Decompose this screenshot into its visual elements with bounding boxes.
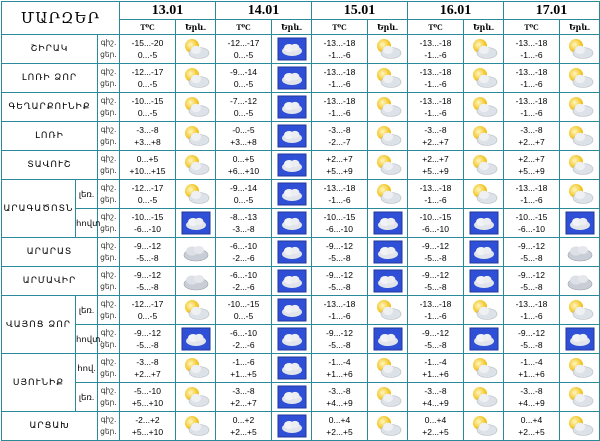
partly-sunny-icon <box>176 383 216 412</box>
partly-sunny-icon <box>368 383 408 412</box>
region-name: ԱՐՑԱԽ <box>2 412 98 441</box>
subregion-label: լեռ. <box>76 383 98 412</box>
partly-sunny-icon <box>176 122 216 151</box>
temperature-cell: -13...-18 -1...-6 <box>312 296 368 325</box>
partly-sunny-icon <box>464 296 504 325</box>
condition-col-header: Երև. <box>368 20 408 35</box>
temperature-cell: -3...-8 +4...+9 <box>504 383 560 412</box>
region-name: ԼՈՌԻ <box>2 122 98 151</box>
night-day-label: գիշ. ցեր. <box>98 354 120 383</box>
region-name: ՏԱՎՈՒՇ <box>2 151 98 180</box>
partly-sunny-icon <box>176 64 216 93</box>
cloud-icon <box>176 267 216 296</box>
date-header: 17.01 <box>504 2 600 20</box>
partly-sunny-icon <box>464 180 504 209</box>
cloud-on-blue-icon <box>272 122 312 151</box>
temperature-cell: -9...-12 -5...-8 <box>312 238 368 267</box>
night-day-label: գիշ. ցեր. <box>98 267 120 296</box>
condition-col-header: Երև. <box>560 20 600 35</box>
region-name: ԱՐԱՐԱՏ <box>2 238 98 267</box>
temperature-cell: -13...-18 -1...-6 <box>312 64 368 93</box>
partly-sunny-icon <box>464 93 504 122</box>
table-row <box>2 354 600 383</box>
temp-col-header: T⁰C <box>312 20 368 35</box>
temperature-cell: -10...-15 0...-5 <box>120 93 176 122</box>
temperature-cell: -1...-6 +1...+5 <box>216 354 272 383</box>
night-day-label: գիշ. ցեր. <box>98 64 120 93</box>
partly-sunny-icon <box>368 296 408 325</box>
partly-sunny-icon <box>368 64 408 93</box>
region-name: ՍՅՈՒՆԻՔ <box>2 354 76 412</box>
temperature-cell: -9...-12 -5...-8 <box>408 325 464 354</box>
cloud-on-blue-icon <box>272 296 312 325</box>
cloud-on-blue-icon <box>368 325 408 354</box>
night-day-label: գիշ. ցեր. <box>98 122 120 151</box>
table-row <box>2 383 600 412</box>
temperature-cell: -9...-12 -5...-8 <box>408 267 464 296</box>
cloud-icon <box>560 267 600 296</box>
temperature-cell: -13...-18 -1...-6 <box>408 93 464 122</box>
temperature-cell: -13...-18 -1...-6 <box>312 93 368 122</box>
temperature-cell: -13...-18 -1...-6 <box>312 180 368 209</box>
night-day-label: գիշ. ցեր. <box>98 180 120 209</box>
temperature-cell: -1...-4 +1...+6 <box>504 354 560 383</box>
temperature-cell: -10...-15 -6...-10 <box>312 209 368 238</box>
date-header: 16.01 <box>408 2 504 20</box>
table-row <box>2 267 600 296</box>
cloud-on-blue-icon <box>368 267 408 296</box>
temperature-cell: -0...-5 +3...+8 <box>216 122 272 151</box>
regions-header: ՄԱՐԶԵՐ <box>2 2 120 35</box>
temperature-cell: -9...-12 -5...-8 <box>504 267 560 296</box>
partly-sunny-icon <box>464 383 504 412</box>
night-day-label: գիշ. ցեր. <box>98 383 120 412</box>
cloud-on-blue-icon <box>464 209 504 238</box>
cloud-on-blue-icon <box>560 325 600 354</box>
partly-sunny-icon <box>176 296 216 325</box>
cloud-on-blue-icon <box>272 354 312 383</box>
night-day-label: գիշ. ցեր. <box>98 325 120 354</box>
temperature-cell: -9...-12 -5...-8 <box>120 267 176 296</box>
temperature-cell: -3...-8 +3...+8 <box>120 122 176 151</box>
temperature-cell: 0...+5 +10...+15 <box>120 151 176 180</box>
region-name: ԱՐՄԱՎԻՐ <box>2 267 98 296</box>
date-header: 13.01 <box>120 2 216 20</box>
partly-sunny-icon <box>368 35 408 64</box>
table-row <box>2 151 600 180</box>
table-row <box>2 238 600 267</box>
cloud-on-blue-icon <box>176 325 216 354</box>
table-row <box>2 64 600 93</box>
cloud-icon <box>560 238 600 267</box>
region-name: ԱՐԱԳԱԾՈՏՆ <box>2 180 76 238</box>
temp-col-header: T⁰C <box>504 20 560 35</box>
partly-sunny-icon <box>560 412 600 441</box>
cloud-on-blue-icon <box>368 238 408 267</box>
cloud-on-blue-icon <box>464 267 504 296</box>
cloud-icon <box>176 238 216 267</box>
subregion-label: լեռ. <box>76 296 98 325</box>
partly-sunny-icon <box>368 122 408 151</box>
temperature-cell: -9...-12 -5...-8 <box>120 238 176 267</box>
condition-col-header: Երև. <box>272 20 312 35</box>
cloud-on-blue-icon <box>272 412 312 441</box>
temperature-cell: 0...+2 +2...+5 <box>216 412 272 441</box>
temperature-cell: -1...-4 +1...+6 <box>312 354 368 383</box>
temperature-cell: -1...-4 +1...+6 <box>408 354 464 383</box>
temperature-cell: -2...+2 +5...+10 <box>120 412 176 441</box>
table-row <box>2 93 600 122</box>
cloud-on-blue-icon <box>272 93 312 122</box>
temperature-cell: -13...-18 -1...-6 <box>312 35 368 64</box>
temp-col-header: T⁰C <box>120 20 176 35</box>
temperature-cell: -6...-10 -2...-6 <box>216 325 272 354</box>
partly-sunny-icon <box>368 180 408 209</box>
subregion-label: հովտ. <box>76 325 98 354</box>
temperature-cell: -13...-18 -1...-6 <box>408 296 464 325</box>
cloud-on-blue-icon <box>368 209 408 238</box>
partly-sunny-icon <box>368 412 408 441</box>
partly-sunny-icon <box>176 412 216 441</box>
temperature-cell: 0...+4 +2...+5 <box>408 412 464 441</box>
partly-sunny-icon <box>560 354 600 383</box>
temperature-cell: -6...-10 -2...-6 <box>216 238 272 267</box>
forecast-table <box>1 1 600 441</box>
temperature-cell: -3...-8 +4...+9 <box>312 383 368 412</box>
cloud-on-blue-icon <box>272 325 312 354</box>
cloud-on-blue-icon <box>560 209 600 238</box>
temperature-cell: -9...-12 -5...-8 <box>312 267 368 296</box>
partly-sunny-icon <box>176 93 216 122</box>
subregion-label: հովտ <box>76 209 98 238</box>
temp-col-header: T⁰C <box>216 20 272 35</box>
table-row <box>2 325 600 354</box>
cloud-on-blue-icon <box>272 180 312 209</box>
cloud-on-blue-icon <box>272 151 312 180</box>
night-day-label: գիշ. ցեր. <box>98 238 120 267</box>
partly-sunny-icon <box>560 180 600 209</box>
temperature-cell: -12...-17 0...-5 <box>120 180 176 209</box>
region-name: ԼՈՌԻ ՁՈՐ <box>2 64 98 93</box>
partly-sunny-icon <box>560 383 600 412</box>
night-day-label: գիշ. ցեր. <box>98 412 120 441</box>
partly-sunny-icon <box>464 412 504 441</box>
temperature-cell: -8...-13 -3...-8 <box>216 209 272 238</box>
temperature-cell: -3...-8 +2...+7 <box>120 354 176 383</box>
partly-sunny-icon <box>176 35 216 64</box>
date-header: 15.01 <box>312 2 408 20</box>
night-day-label: գիշ. ցեր. <box>98 93 120 122</box>
temperature-cell: -13...-18 -1...-6 <box>408 180 464 209</box>
temperature-cell: -7...-12 0...-5 <box>216 93 272 122</box>
table-row <box>2 122 600 151</box>
partly-sunny-icon <box>368 151 408 180</box>
temperature-cell: -3...-8 -2...-7 <box>312 122 368 151</box>
temperature-cell: -10...-15 -6...-10 <box>504 209 560 238</box>
temperature-cell: -10...-15 0...-5 <box>216 296 272 325</box>
cloud-on-blue-icon <box>272 209 312 238</box>
temperature-cell: -15...-20 0...-5 <box>120 35 176 64</box>
subregion-label: լեռ. <box>76 180 98 209</box>
temperature-cell: -9...-12 -5...-8 <box>312 325 368 354</box>
temperature-cell: 0...+5 +6...+10 <box>216 151 272 180</box>
temperature-cell: -3...-8 +2...+7 <box>216 383 272 412</box>
temperature-cell: -6...-10 -2...-6 <box>216 267 272 296</box>
night-day-label: գիշ. ցեր. <box>98 35 120 64</box>
partly-sunny-icon <box>464 35 504 64</box>
temperature-cell: -3...-8 +2...+7 <box>408 122 464 151</box>
temperature-cell: -13...-18 -1...-6 <box>504 35 560 64</box>
partly-sunny-icon <box>560 122 600 151</box>
night-day-label: գիշ. ցեր. <box>98 151 120 180</box>
temperature-cell: -12...-17 0...-5 <box>216 35 272 64</box>
partly-sunny-icon <box>368 93 408 122</box>
temperature-cell: -13...-18 -1...-6 <box>408 35 464 64</box>
temperature-cell: -5...-10 +5...+10 <box>120 383 176 412</box>
partly-sunny-icon <box>560 35 600 64</box>
cloud-on-blue-icon <box>176 209 216 238</box>
table-row <box>2 35 600 64</box>
partly-sunny-icon <box>560 64 600 93</box>
table-row <box>2 296 600 325</box>
partly-sunny-icon <box>176 354 216 383</box>
cloud-on-blue-icon <box>272 35 312 64</box>
temperature-cell: -10...-15 -6...-10 <box>408 209 464 238</box>
temperature-cell: -13...-18 -1...-6 <box>504 296 560 325</box>
temperature-cell: +2...+7 +5...+9 <box>408 151 464 180</box>
temperature-cell: 0...+4 +2...+5 <box>312 412 368 441</box>
temperature-cell: -10...-15 -6...-10 <box>120 209 176 238</box>
temperature-cell: -3...-8 +4...+9 <box>408 383 464 412</box>
table-row <box>2 209 600 238</box>
partly-sunny-icon <box>560 151 600 180</box>
partly-sunny-icon <box>464 122 504 151</box>
partly-sunny-icon <box>368 354 408 383</box>
temperature-cell: -9...-12 -5...-8 <box>408 238 464 267</box>
temperature-cell: -12...-17 0...-5 <box>120 296 176 325</box>
temperature-cell: -3...-8 +2...+7 <box>504 122 560 151</box>
partly-sunny-icon <box>176 151 216 180</box>
night-day-label: գիշ. ցեր. <box>98 209 120 238</box>
partly-sunny-icon <box>464 64 504 93</box>
partly-sunny-icon <box>464 354 504 383</box>
temperature-cell: -9...-14 0...-5 <box>216 180 272 209</box>
temperature-cell: 0...+4 +2...+5 <box>504 412 560 441</box>
cloud-on-blue-icon <box>272 238 312 267</box>
night-day-label: գիշ. ցեր. <box>98 296 120 325</box>
partly-sunny-icon <box>464 151 504 180</box>
temperature-cell: +2...+7 +5...+9 <box>312 151 368 180</box>
temperature-cell: -9...-12 -5...-8 <box>120 325 176 354</box>
partly-sunny-icon <box>560 93 600 122</box>
cloud-on-blue-icon <box>464 325 504 354</box>
region-name: ՇԻՐԱԿ <box>2 35 98 64</box>
cloud-on-blue-icon <box>272 64 312 93</box>
cloud-on-blue-icon <box>272 383 312 412</box>
cloud-on-blue-icon <box>464 238 504 267</box>
date-header: 14.01 <box>216 2 312 20</box>
temperature-cell: -13...-18 -1...-6 <box>504 180 560 209</box>
condition-col-header: Երև. <box>464 20 504 35</box>
condition-col-header: Երև. <box>176 20 216 35</box>
temperature-cell: -9...-12 -5...-8 <box>504 325 560 354</box>
temperature-cell: -12...-17 0...-5 <box>120 64 176 93</box>
partly-sunny-icon <box>560 296 600 325</box>
temperature-cell: -9...-14 0...-5 <box>216 64 272 93</box>
region-name: ՎԱՅՈՑ ՁՈՐ <box>2 296 76 354</box>
table-row <box>2 412 600 441</box>
temperature-cell: -9...-12 -5...-8 <box>504 238 560 267</box>
temperature-cell: -13...-18 -1...-6 <box>504 93 560 122</box>
partly-sunny-icon <box>176 180 216 209</box>
temperature-cell: -13...-18 -1...-6 <box>504 64 560 93</box>
temp-col-header: T⁰C <box>408 20 464 35</box>
subregion-label: հով. <box>76 354 98 383</box>
temperature-cell: +2...+7 +5...+9 <box>504 151 560 180</box>
cloud-on-blue-icon <box>272 267 312 296</box>
table-row <box>2 180 600 209</box>
temperature-cell: -13...-18 -1...-6 <box>408 64 464 93</box>
region-name: ԳԵՂԱՐՔՈՒՆԻՔ <box>2 93 98 122</box>
